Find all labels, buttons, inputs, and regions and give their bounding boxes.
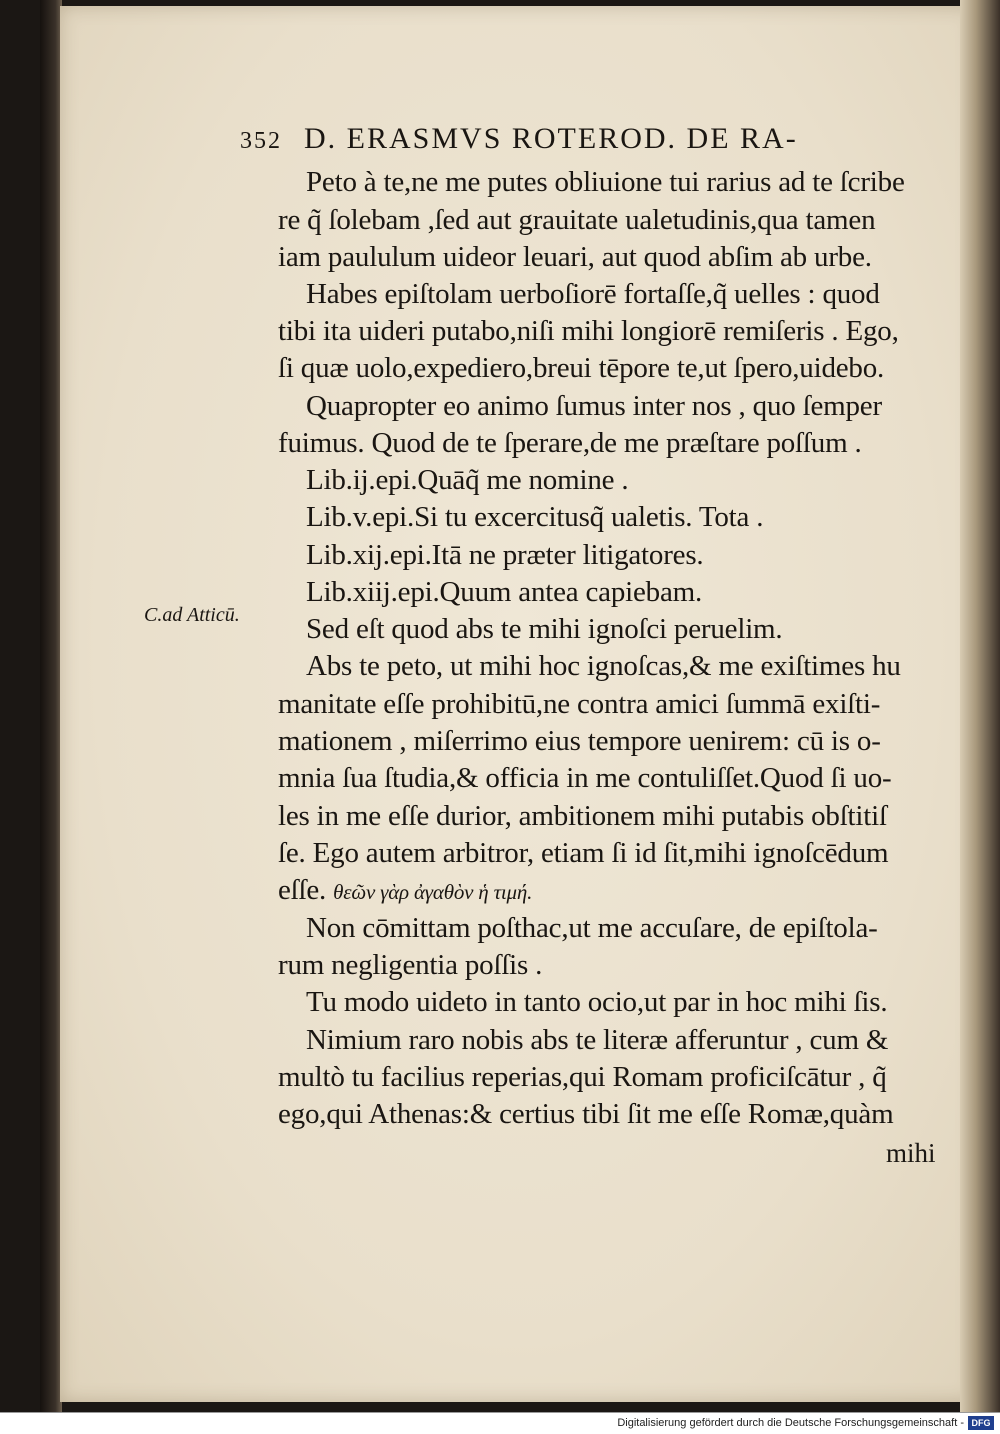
text-line: Abs te peto, ut mihi hoc ignoſcas,& me exiſtimes hu (306, 650, 901, 682)
book-gutter (960, 0, 1000, 1412)
text-line: fuimus. Quod de te ſperare,de me præſtare poſſum . (278, 427, 862, 459)
margin-note: C.ad Atticū. (144, 604, 240, 626)
book-left-edge (40, 0, 62, 1412)
text-line: iam paululum uideor leuari, aut quod abſim ab urbe. (278, 241, 872, 273)
text-line: rum negligentia poſſis . (278, 949, 543, 981)
text-line: ſe. Ego autem arbitror, etiam ſi id ſit,mihi ignoſcēdum (278, 837, 889, 869)
text-line: mnia ſua ſtudia,& officia in me contuliſſet.Quod ſi uo- (278, 762, 892, 794)
text-line: multò tu facilius reperias,qui Romam proficiſcātur , q̃ (278, 1061, 887, 1093)
text-line: re q̃ ſolebam ,ſed aut grauitate ualetudinis,qua tamen (278, 204, 876, 236)
text-line: Lib.ij.epi.Quāq̃ me nomine . (306, 464, 629, 496)
text-line: les in me eſſe durior, ambitionem mihi putabis obſtitiſ (278, 800, 887, 832)
dfg-logo: DFG (968, 1416, 994, 1430)
text-line: Habes epiſtolam uerboſiorē fortaſſe,q̃ uelles : quod (306, 278, 880, 310)
page-number: 352 (240, 128, 282, 154)
footer-credit: Digitalisierung gefördert durch die Deutsche Forschungsgemeinschaft - (617, 1417, 964, 1429)
text-line: Quapropter eo animo ſumus inter nos , quo ſemper (306, 390, 882, 422)
text-line: Tu modo uideto in tanto ocio,ut par in hoc mihi ſis. (306, 986, 888, 1018)
running-title: D. ERASMVS ROTEROD. DE RA- (304, 122, 798, 155)
text-line: ſi quæ uolo,expediero,breui tēpore te,ut ſpero,uidebo. (278, 352, 885, 384)
text-line: Lib.v.epi.Si tu excercitusq̃ ualetis. Tota . (306, 501, 764, 533)
text-line: tibi ita uideri putabo,niſi mihi longiorē remiſeris . Ego, (278, 315, 899, 347)
text-line-start: eſſe. (278, 874, 327, 906)
text-line: ego,qui Athenas:& certius tibi ſit me eſſe Romæ,quàm (278, 1098, 894, 1130)
running-head (240, 122, 798, 156)
footer-bar (0, 1412, 1000, 1434)
text-line: mationem , miſerrimo eius tempore uenirem: cū is o- (278, 725, 881, 757)
greek-phrase: θεῶν γὰρ ἀγαθὸν ἡ τιμή. (333, 880, 533, 904)
text-line: Nimium raro nobis abs te literæ afferuntur , cum & (306, 1024, 889, 1056)
text-line: Peto à te,ne me putes obliuione tui rarius ad te ſcribe (306, 166, 905, 198)
text-line: Lib.xij.epi.Itā ne præter litigatores. (306, 539, 704, 571)
text-line (278, 874, 532, 907)
text-line: Non cōmittam poſthac,ut me accuſare, de epiſtola- (306, 912, 878, 944)
text-line: Lib.xiij.epi.Quum antea capiebam. (306, 576, 703, 608)
text-line: manitate eſſe prohibitū,ne contra amici ſummā exiſti- (278, 688, 881, 720)
text-line: Sed eſt quod abs te mihi ignoſci peruelim. (306, 613, 783, 645)
catchword: mihi (886, 1138, 936, 1168)
